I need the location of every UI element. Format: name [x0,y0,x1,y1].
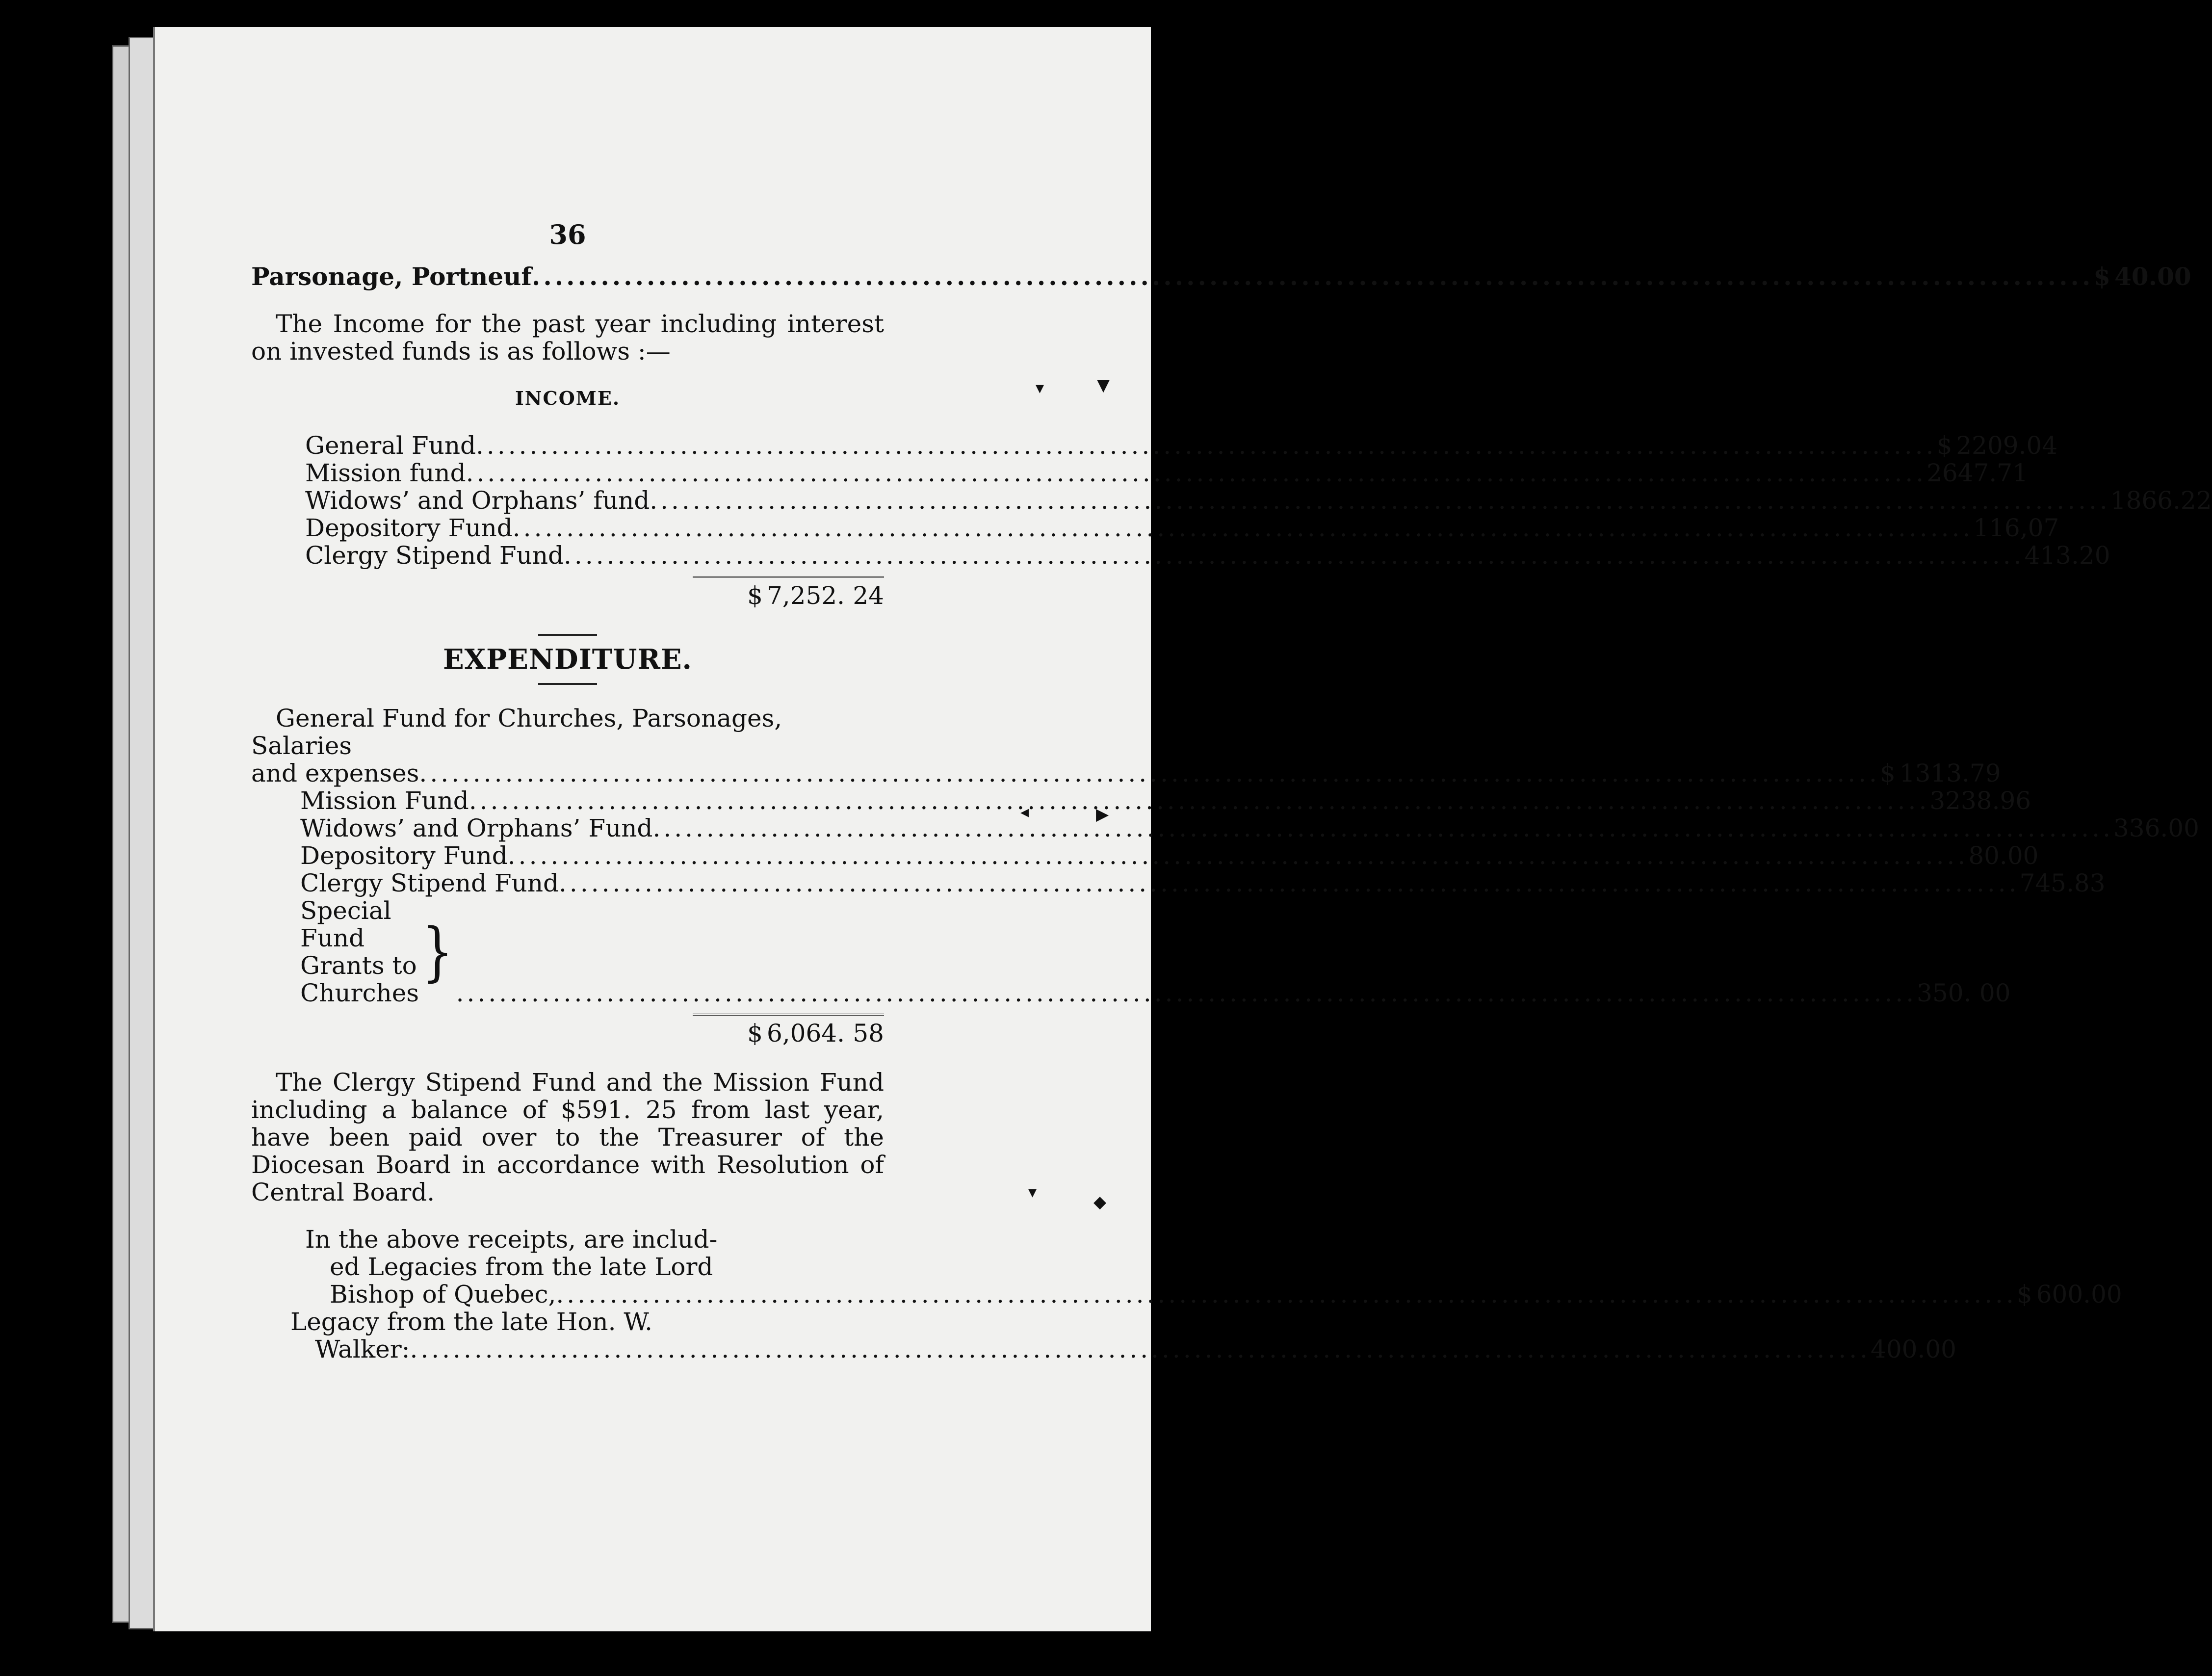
income-cents: 71 [1997,459,2028,487]
income-heading: INCOME. [515,387,621,409]
receipts-line: In the above receipts, are includ- [305,1225,718,1254]
expenditure-label: Depository Fund [300,841,508,870]
income-cents: 20 [2079,541,2110,570]
income-table [305,431,2212,610]
leader-dots [456,979,1917,1007]
bleed-mark: ▾ [1036,378,1044,398]
page-content [251,219,2212,1363]
bleed-mark: ◂ [1020,802,1029,822]
legacy-row [315,1335,1956,1363]
page-number: 36 [549,219,586,250]
parsonage-amount: 40.00 [2114,262,2191,291]
divider-rule [538,634,597,636]
income-dollars: 413. [2024,541,2079,570]
expenditure-total-cents: 58 [853,1019,884,1048]
expenditure-cents: 96 [2000,786,2031,815]
bleed-mark: ▼ [1097,375,1110,395]
bleed-mark: ▾ [1028,1182,1037,1202]
expenditure-cents: 00 [2007,841,2039,870]
income-cents: 07 [2028,514,2059,542]
currency-sign: $ [747,581,763,610]
income-row [305,431,2058,460]
income-dollars: 2209. [1956,431,2027,460]
expenditure-table [251,759,2199,1048]
leader-dots [410,1336,1871,1363]
parsonage-row [251,262,2191,291]
expenditure-total [693,1014,884,1047]
expenditure-dollars: 745. [2019,869,2074,897]
leader-dots [556,1281,2017,1308]
grants-row [456,979,2011,1007]
receipts-row [330,1280,2122,1309]
income-row [305,514,2059,542]
brace-icon: } [422,914,453,989]
currency-sign: $ [2016,1280,2032,1309]
bleed-mark: ◆ [1093,1192,1107,1212]
expenditure-total-dollars: 6,064. [766,1019,845,1048]
income-dollars: 1866. [2110,486,2181,515]
income-label: General Fund [305,431,476,460]
grants-block [300,896,2011,1007]
expenditure-dollars: 336. [2113,814,2168,842]
legacy-cents: 00 [1925,1335,1956,1363]
expenditure-row [300,786,2031,815]
leader-dots [559,869,2020,897]
currency-sign: $ [1879,759,1896,787]
expenditure-cents: 00 [2168,814,2199,842]
income-total-dollars: 7,252. [766,581,845,610]
grants-cents: 00 [1979,979,2011,1007]
grants-labels [300,897,419,1007]
income-label: Clergy Stipend Fund [305,541,564,570]
bleed-mark: ▶ [1096,805,1109,824]
expenditure-dollars: 3238. [1929,786,2000,815]
leader-dots [476,432,1937,459]
currency-sign: $ [747,1019,763,1048]
receipts-line: ed Legacies from the late Lord [330,1253,713,1281]
leader-dots [469,787,1930,814]
receipts-dollars: 600. [2036,1280,2091,1309]
income-row [305,459,2028,487]
income-total-cents: 24 [853,581,884,610]
legacy-dollars: 400. [1871,1335,1926,1363]
parsonage-label: Parsonage, Portneuf [251,262,532,291]
expenditure-label: Clergy Stipend Fund [300,869,559,897]
income-total [693,576,884,609]
legacy-line: Legacy from the late Hon. W. [290,1308,652,1336]
expenditure-heading: EXPENDITURE. [442,643,693,676]
expenditure-row [300,841,2039,870]
expenditure-label: and expenses [251,759,419,787]
clergy-paragraph: The Clergy Stipend Fund and the Mission Fund including a balance of $591. 25 from last year, have been paid over to the Treasurer of the Diocesan Board in accordance with Resolution of Central Board. [251,1068,884,1206]
expenditure-row [251,759,2001,787]
grants-label: Grants to Churches [300,951,419,1007]
expenditure-label: Mission Fund [300,786,469,815]
legacy-label: Walker: [315,1335,410,1363]
receipts-label: Bishop of Quebec, [330,1280,556,1309]
income-cents: 22 [2180,486,2212,515]
expenditure-dollars: 1313. [1899,759,1970,787]
income-row [305,486,2212,515]
receipts-cents: 00 [2091,1280,2122,1309]
expenditure-first-line: General Fund for Churches, Parsonages, Salaries [251,704,782,760]
expenditure-label: Widows’ and Orphans’ Fund [300,814,653,842]
income-dollars: 2647. [1926,459,1997,487]
leader-dots [419,759,1880,787]
grants-dollars: 350. [1917,979,1972,1007]
leader-dots [652,814,2113,842]
income-dollars: 116, [1973,514,2028,542]
income-row [305,541,2110,570]
income-intro: The Income for the past year including interest on invested funds is as follows :— [251,310,884,366]
leader-dots [564,542,2025,569]
income-label: Depository Fund [305,514,513,542]
leader-dots [513,514,1974,542]
leader-dots [650,487,2110,514]
income-label: Mission fund [305,459,466,487]
special-fund-label: Special Fund [300,896,391,952]
leader-dots [532,263,2093,290]
expenditure-row [300,869,2106,897]
expenditure-cents: 79 [1969,759,2001,787]
income-cents: 04 [2026,431,2058,460]
leader-dots [508,842,1969,869]
receipts-block [305,1225,2122,1309]
income-label: Widows’ and Orphans’ fund [305,486,650,515]
leader-dots [466,459,1927,487]
currency-sign: $ [2093,262,2111,291]
expenditure-row [300,814,2199,842]
divider-rule [538,683,597,685]
expenditure-cents: 83 [2074,869,2106,897]
currency-sign: $ [1936,431,1952,460]
expenditure-dollars: 80. [1968,841,2007,870]
